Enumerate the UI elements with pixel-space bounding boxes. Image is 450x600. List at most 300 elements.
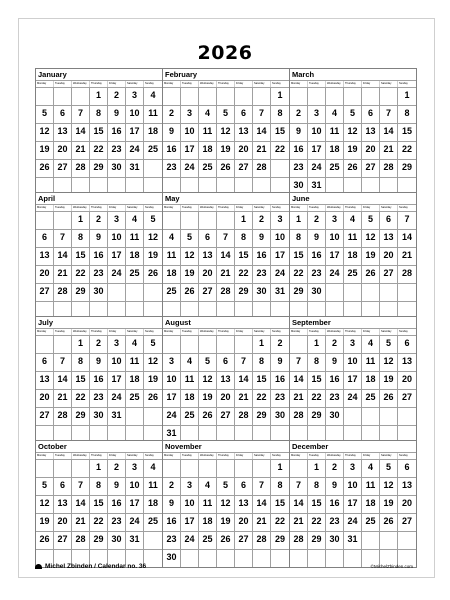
day-cell: 17 xyxy=(108,248,126,265)
day-cell: 23 xyxy=(326,514,344,531)
day-cell: 3 xyxy=(326,212,344,229)
weekday-label: Wednesday xyxy=(72,81,90,87)
weekday-label: Friday xyxy=(108,329,126,335)
day-cell xyxy=(36,336,54,353)
day-cell: 13 xyxy=(380,230,398,247)
day-cell: 13 xyxy=(401,356,412,366)
day-cell: 15 xyxy=(253,372,271,389)
day-cell: 21 xyxy=(54,390,72,407)
day-cell: 27 xyxy=(36,408,54,425)
day-cell: 10 xyxy=(126,478,144,495)
day-cell: 2 xyxy=(308,212,326,229)
day-cell: 19 xyxy=(36,142,54,159)
day-cell: 25 xyxy=(181,408,199,425)
weekday-header xyxy=(163,453,289,460)
week-row xyxy=(290,266,416,284)
day-cell xyxy=(344,88,362,105)
day-cell: 26 xyxy=(217,160,235,177)
day-cell: 13 xyxy=(235,496,253,513)
weekday-header xyxy=(290,329,416,336)
week-row xyxy=(36,124,162,142)
day-cell: 4 xyxy=(199,478,217,495)
weekday-label: Sunday xyxy=(272,454,281,457)
day-cell: 24 xyxy=(108,266,126,283)
weekday-label: Wednesday xyxy=(72,453,90,459)
day-cell xyxy=(362,88,380,105)
week-row xyxy=(290,160,416,178)
week-row xyxy=(36,478,162,496)
day-cell: 7 xyxy=(54,354,72,371)
day-cell xyxy=(126,284,144,301)
day-cell xyxy=(36,212,54,229)
weekday-label: Saturday xyxy=(380,205,398,211)
day-cell: 1 xyxy=(72,212,90,229)
day-cell: 15 xyxy=(308,372,326,389)
year-title: 2026 xyxy=(197,42,253,64)
day-cell: 4 xyxy=(150,90,156,100)
weekday-label: Thursday xyxy=(217,205,235,211)
day-cell xyxy=(54,212,72,229)
week-row xyxy=(290,408,416,426)
day-cell: 14 xyxy=(54,248,72,265)
day-cell: 1 xyxy=(308,336,326,353)
day-cell: 3 xyxy=(277,214,283,224)
weekday-label: Monday xyxy=(163,453,181,459)
day-cell: 21 xyxy=(290,390,308,407)
weekday-label: Sunday xyxy=(399,82,408,85)
day-cell xyxy=(380,88,398,105)
day-cell: 24 xyxy=(344,514,362,531)
day-cell: 23 xyxy=(108,142,126,159)
week-row xyxy=(163,284,289,302)
day-cell: 24 xyxy=(163,408,181,425)
day-cell: 8 xyxy=(404,108,410,118)
day-cell: 29 xyxy=(235,284,253,301)
day-cell xyxy=(126,408,144,425)
day-cell: 26 xyxy=(344,160,362,177)
day-cell: 16 xyxy=(274,374,285,384)
day-cell: 12 xyxy=(380,354,398,371)
week-row xyxy=(36,88,162,106)
weekday-label: Wednesday xyxy=(326,205,344,211)
day-cell xyxy=(290,336,308,353)
weekday-label: Monday xyxy=(290,205,308,211)
day-cell: 4 xyxy=(326,106,344,123)
day-cell: 3 xyxy=(126,88,144,105)
day-cell: 10 xyxy=(344,354,362,371)
week-row xyxy=(163,408,289,426)
weekday-label: Friday xyxy=(362,205,380,211)
day-cell: 9 xyxy=(253,230,271,247)
day-cell xyxy=(362,284,380,301)
weekday-label: Tuesday xyxy=(308,329,326,335)
week-row xyxy=(36,390,162,408)
day-cell: 18 xyxy=(126,248,144,265)
day-cell: 29 xyxy=(401,162,412,172)
month-october xyxy=(35,440,163,568)
day-cell xyxy=(217,460,235,477)
day-cell: 5 xyxy=(36,106,54,123)
day-cell: 9 xyxy=(108,106,126,123)
day-cell: 28 xyxy=(253,160,271,177)
day-cell: 15 xyxy=(274,498,285,508)
week-row xyxy=(290,460,416,478)
day-cell: 18 xyxy=(326,142,344,159)
day-cell: 29 xyxy=(90,532,108,549)
day-cell: 23 xyxy=(253,266,271,283)
day-cell: 26 xyxy=(181,284,199,301)
day-cell: 4 xyxy=(126,336,144,353)
day-cell: 9 xyxy=(90,354,108,371)
day-cell: 13 xyxy=(36,372,54,389)
day-cell: 18 xyxy=(147,498,158,508)
day-cell: 4 xyxy=(163,230,181,247)
day-cell: 17 xyxy=(126,124,144,141)
day-cell: 14 xyxy=(235,372,253,389)
day-cell xyxy=(326,88,344,105)
day-cell: 24 xyxy=(344,390,362,407)
day-cell: 17 xyxy=(274,250,285,260)
weekday-label: Saturday xyxy=(253,205,271,211)
day-cell: 9 xyxy=(326,478,344,495)
day-cell: 19 xyxy=(147,250,158,260)
day-cell: 19 xyxy=(147,374,158,384)
day-cell: 8 xyxy=(235,230,253,247)
day-cell: 29 xyxy=(72,408,90,425)
day-cell: 11 xyxy=(126,354,144,371)
week-row xyxy=(290,496,416,514)
month-name: October xyxy=(36,441,162,453)
day-cell xyxy=(253,460,271,477)
weekday-label: Friday xyxy=(362,81,380,87)
day-cell: 8 xyxy=(290,230,308,247)
weekday-label: Tuesday xyxy=(308,205,326,211)
weekday-label: Wednesday xyxy=(326,453,344,459)
weekday-label: Thursday xyxy=(90,81,108,87)
weekday-label: Sunday xyxy=(399,206,408,209)
day-cell: 22 xyxy=(253,390,271,407)
day-cell: 25 xyxy=(362,390,380,407)
day-cell xyxy=(36,460,54,477)
day-cell: 18 xyxy=(362,372,380,389)
week-row xyxy=(290,106,416,124)
day-cell: 2 xyxy=(253,212,271,229)
day-cell: 24 xyxy=(181,532,199,549)
day-cell: 29 xyxy=(290,284,308,301)
day-cell: 18 xyxy=(147,126,158,136)
weekday-label: Tuesday xyxy=(54,81,72,87)
day-cell xyxy=(54,88,72,105)
week-row xyxy=(163,354,289,372)
month-november xyxy=(162,440,290,568)
week-row xyxy=(290,354,416,372)
month-june xyxy=(289,192,417,320)
day-cell: 13 xyxy=(362,124,380,141)
day-cell: 11 xyxy=(199,496,217,513)
day-cell: 1 xyxy=(308,460,326,477)
day-cell xyxy=(144,532,162,549)
day-cell: 30 xyxy=(108,532,126,549)
day-cell: 27 xyxy=(235,160,253,177)
week-row xyxy=(163,160,289,178)
day-cell: 8 xyxy=(308,354,326,371)
week-row xyxy=(290,336,416,354)
day-cell: 7 xyxy=(72,106,90,123)
day-cell: 11 xyxy=(126,230,144,247)
day-cell: 18 xyxy=(362,496,380,513)
day-cell: 20 xyxy=(401,374,412,384)
day-cell: 26 xyxy=(147,392,158,402)
day-cell: 5 xyxy=(36,478,54,495)
month-march xyxy=(289,68,417,196)
day-cell: 17 xyxy=(108,372,126,389)
day-cell: 18 xyxy=(199,142,217,159)
day-cell: 20 xyxy=(235,142,253,159)
day-cell: 9 xyxy=(326,354,344,371)
day-cell: 30 xyxy=(108,160,126,177)
day-cell xyxy=(163,336,181,353)
day-cell: 2 xyxy=(277,338,283,348)
week-row xyxy=(36,160,162,178)
day-cell: 6 xyxy=(36,230,54,247)
day-cell: 31 xyxy=(344,532,362,549)
day-cell: 11 xyxy=(362,478,380,495)
weekday-label: Saturday xyxy=(253,453,271,459)
day-cell: 1 xyxy=(90,460,108,477)
day-cell: 14 xyxy=(54,372,72,389)
day-cell: 18 xyxy=(126,372,144,389)
week-row xyxy=(290,88,416,106)
day-cell xyxy=(380,408,398,425)
day-cell xyxy=(253,550,271,567)
month-name: April xyxy=(36,193,162,205)
day-cell: 4 xyxy=(344,212,362,229)
weekday-label: Friday xyxy=(235,205,253,211)
day-cell: 25 xyxy=(147,516,158,526)
weekday-header xyxy=(36,453,162,460)
day-cell: 27 xyxy=(217,408,235,425)
week-row xyxy=(290,390,416,408)
week-row xyxy=(290,372,416,390)
weekday-label: Tuesday xyxy=(54,205,72,211)
day-cell: 23 xyxy=(108,514,126,531)
day-cell: 28 xyxy=(217,284,235,301)
day-cell: 2 xyxy=(90,336,108,353)
weekday-header xyxy=(36,329,162,336)
day-cell xyxy=(235,336,253,353)
week-row xyxy=(290,248,416,266)
day-cell xyxy=(398,284,416,301)
day-cell: 14 xyxy=(72,124,90,141)
month-january xyxy=(35,68,163,196)
day-cell xyxy=(199,336,217,353)
day-cell: 19 xyxy=(217,142,235,159)
day-cell: 9 xyxy=(163,124,181,141)
weekday-header xyxy=(163,81,289,88)
week-row xyxy=(36,354,162,372)
day-cell: 25 xyxy=(126,266,144,283)
day-cell: 2 xyxy=(163,478,181,495)
day-cell: 7 xyxy=(54,230,72,247)
month-name: September xyxy=(290,317,416,329)
day-cell: 2 xyxy=(326,460,344,477)
month-name: June xyxy=(290,193,416,205)
month-name: January xyxy=(36,69,162,81)
day-cell: 24 xyxy=(108,390,126,407)
day-cell: 3 xyxy=(108,336,126,353)
weekday-label: Tuesday xyxy=(308,453,326,459)
day-cell: 24 xyxy=(308,160,326,177)
day-cell xyxy=(163,212,181,229)
day-cell xyxy=(217,550,235,567)
day-cell: 2 xyxy=(290,106,308,123)
day-cell xyxy=(217,88,235,105)
weekday-label: Monday xyxy=(36,453,54,459)
day-cell: 26 xyxy=(36,160,54,177)
day-cell: 29 xyxy=(253,408,271,425)
day-cell: 4 xyxy=(150,462,156,472)
day-cell: 27 xyxy=(380,266,398,283)
day-cell: 20 xyxy=(380,248,398,265)
day-cell: 25 xyxy=(362,514,380,531)
day-cell: 16 xyxy=(326,496,344,513)
day-cell: 17 xyxy=(308,142,326,159)
day-cell xyxy=(36,88,54,105)
weekday-header xyxy=(290,81,416,88)
week-row xyxy=(36,408,162,426)
month-april xyxy=(35,192,163,320)
day-cell: 12 xyxy=(344,124,362,141)
day-cell: 22 xyxy=(274,144,285,154)
day-cell: 9 xyxy=(163,496,181,513)
day-cell: 6 xyxy=(199,230,217,247)
day-cell: 7 xyxy=(253,106,271,123)
day-cell xyxy=(380,284,398,301)
day-cell xyxy=(271,550,289,567)
day-cell: 26 xyxy=(217,532,235,549)
week-row xyxy=(163,106,289,124)
day-cell: 21 xyxy=(253,514,271,531)
weekday-label: Friday xyxy=(362,329,380,335)
day-cell: 22 xyxy=(72,390,90,407)
day-cell: 31 xyxy=(163,426,181,443)
day-cell: 27 xyxy=(36,284,54,301)
day-cell: 13 xyxy=(235,124,253,141)
day-cell: 30 xyxy=(253,284,271,301)
month-august xyxy=(162,316,290,444)
day-cell: 23 xyxy=(163,532,181,549)
week-row xyxy=(163,336,289,354)
day-cell: 21 xyxy=(253,142,271,159)
day-cell: 9 xyxy=(308,230,326,247)
weekday-label: Friday xyxy=(108,453,126,459)
day-cell xyxy=(144,160,162,177)
day-cell: 1 xyxy=(404,90,410,100)
day-cell: 26 xyxy=(147,268,158,278)
week-row xyxy=(163,266,289,284)
day-cell: 20 xyxy=(36,266,54,283)
day-cell: 25 xyxy=(147,144,158,154)
day-cell: 14 xyxy=(290,372,308,389)
day-cell: 2 xyxy=(90,212,108,229)
day-cell xyxy=(144,284,162,301)
logo-icon xyxy=(35,564,42,569)
weekday-header xyxy=(290,453,416,460)
day-cell: 7 xyxy=(290,354,308,371)
day-cell: 26 xyxy=(36,532,54,549)
day-cell: 10 xyxy=(344,478,362,495)
week-row xyxy=(163,532,289,550)
month-name: May xyxy=(163,193,289,205)
day-cell: 25 xyxy=(126,390,144,407)
day-cell: 16 xyxy=(163,514,181,531)
day-cell: 21 xyxy=(72,514,90,531)
week-row xyxy=(163,390,289,408)
day-cell xyxy=(199,460,217,477)
day-cell: 17 xyxy=(344,496,362,513)
week-row xyxy=(163,372,289,390)
weekday-label: Tuesday xyxy=(54,453,72,459)
weekday-label: Saturday xyxy=(126,81,144,87)
day-cell: 20 xyxy=(54,142,72,159)
day-cell: 9 xyxy=(90,230,108,247)
day-cell: 8 xyxy=(90,106,108,123)
day-cell: 22 xyxy=(308,390,326,407)
weekday-label: Thursday xyxy=(344,329,362,335)
day-cell xyxy=(344,550,362,567)
day-cell: 10 xyxy=(274,232,285,242)
day-cell xyxy=(199,212,217,229)
day-cell: 3 xyxy=(108,212,126,229)
day-cell: 10 xyxy=(108,230,126,247)
week-row xyxy=(163,212,289,230)
day-cell: 10 xyxy=(326,230,344,247)
day-cell: 14 xyxy=(401,232,412,242)
day-cell: 22 xyxy=(308,514,326,531)
day-cell: 29 xyxy=(72,284,90,301)
week-row xyxy=(36,284,162,302)
day-cell: 5 xyxy=(362,212,380,229)
day-cell: 5 xyxy=(217,478,235,495)
weekday-label: Thursday xyxy=(217,329,235,335)
weekday-label: Saturday xyxy=(126,205,144,211)
day-cell: 24 xyxy=(126,142,144,159)
day-cell: 20 xyxy=(362,142,380,159)
day-cell: 6 xyxy=(54,106,72,123)
day-cell: 19 xyxy=(380,372,398,389)
weekday-label: Monday xyxy=(163,81,181,87)
weekday-label: Thursday xyxy=(90,453,108,459)
day-cell: 10 xyxy=(181,496,199,513)
day-cell: 17 xyxy=(326,248,344,265)
day-cell: 15 xyxy=(90,124,108,141)
day-cell: 17 xyxy=(163,390,181,407)
day-cell: 5 xyxy=(199,354,217,371)
day-cell xyxy=(72,88,90,105)
week-row xyxy=(163,88,289,106)
day-cell xyxy=(181,88,199,105)
day-cell: 14 xyxy=(380,124,398,141)
day-cell: 23 xyxy=(90,390,108,407)
day-cell: 18 xyxy=(181,390,199,407)
day-cell: 9 xyxy=(277,356,283,366)
day-cell: 23 xyxy=(163,160,181,177)
month-may xyxy=(162,192,290,320)
day-cell xyxy=(108,284,126,301)
weekday-label: Wednesday xyxy=(72,205,90,211)
day-cell: 5 xyxy=(380,460,398,477)
week-row xyxy=(36,336,162,354)
